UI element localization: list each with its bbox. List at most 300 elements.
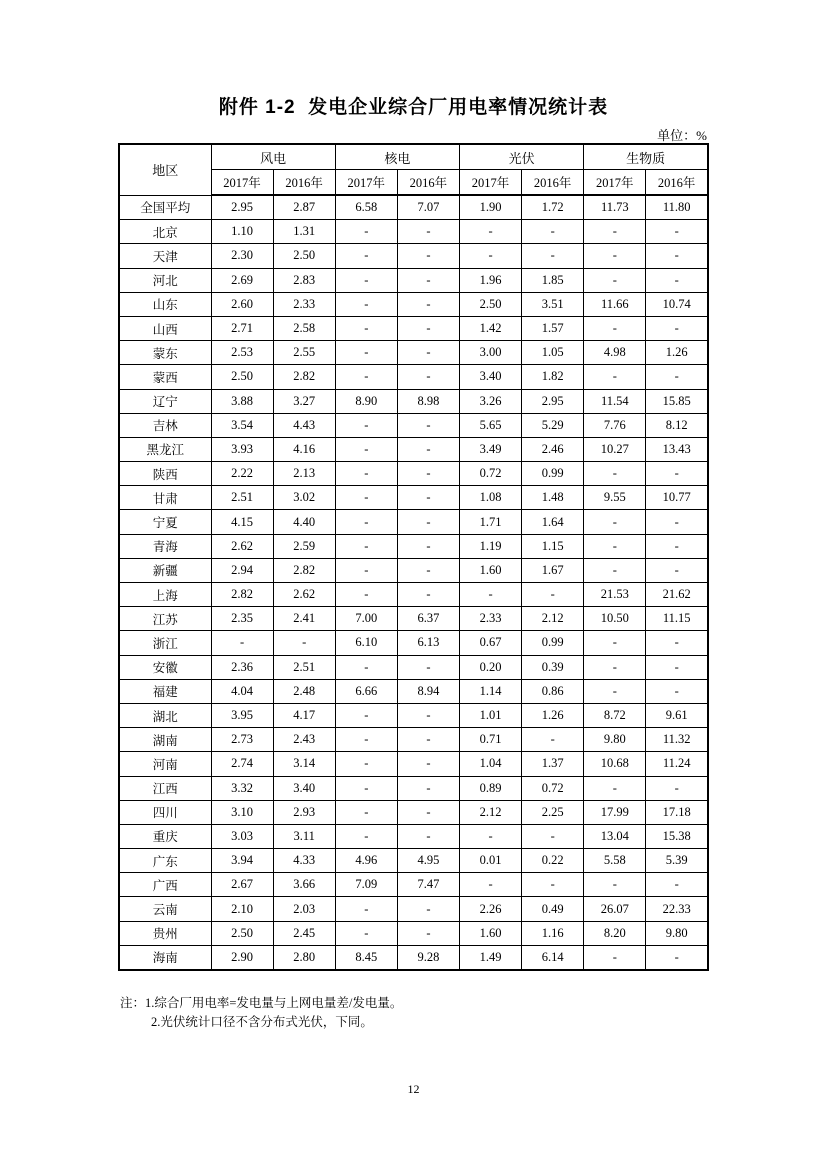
value-cell: 1.16: [522, 921, 584, 945]
value-cell: 3.14: [273, 752, 335, 776]
value-cell: 0.72: [460, 462, 522, 486]
year-column-header: 2016年: [273, 170, 335, 196]
value-cell: -: [335, 800, 397, 824]
region-cell: 陕西: [119, 462, 211, 486]
value-cell: 2.67: [211, 873, 273, 897]
value-cell: 3.11: [273, 824, 335, 848]
region-cell: 新疆: [119, 558, 211, 582]
note-line-2: 2.光伏统计口径不含分布式光伏，下同。: [151, 1015, 373, 1029]
value-cell: -: [584, 534, 646, 558]
value-cell: -: [397, 292, 459, 316]
value-cell: -: [335, 558, 397, 582]
region-cell: 四川: [119, 800, 211, 824]
value-cell: 21.62: [646, 583, 708, 607]
value-cell: 10.50: [584, 607, 646, 631]
year-column-header: 2017年: [584, 170, 646, 196]
value-cell: 3.26: [460, 389, 522, 413]
value-cell: 8.45: [335, 945, 397, 970]
value-cell: 8.98: [397, 389, 459, 413]
value-cell: 2.93: [273, 800, 335, 824]
value-cell: -: [397, 316, 459, 340]
value-cell: 6.66: [335, 679, 397, 703]
value-cell: -: [584, 244, 646, 268]
region-cell: 山西: [119, 316, 211, 340]
table-row: [119, 679, 708, 703]
statistics-table: [118, 143, 709, 971]
table-row: [119, 316, 708, 340]
value-cell: -: [397, 824, 459, 848]
value-cell: 11.54: [584, 389, 646, 413]
value-cell: 2.46: [522, 437, 584, 461]
region-cell: 山东: [119, 292, 211, 316]
value-cell: 2.12: [460, 800, 522, 824]
region-cell: 吉林: [119, 413, 211, 437]
value-cell: 2.45: [273, 921, 335, 945]
value-cell: 1.60: [460, 558, 522, 582]
value-cell: 2.82: [211, 583, 273, 607]
value-cell: 3.00: [460, 341, 522, 365]
value-cell: 17.99: [584, 800, 646, 824]
value-cell: -: [460, 220, 522, 244]
value-cell: 4.33: [273, 849, 335, 873]
value-cell: 2.82: [273, 558, 335, 582]
value-cell: 4.95: [397, 849, 459, 873]
value-cell: 8.12: [646, 413, 708, 437]
region-cell: 青海: [119, 534, 211, 558]
value-cell: -: [335, 655, 397, 679]
value-cell: 0.49: [522, 897, 584, 921]
value-cell: -: [211, 631, 273, 655]
value-cell: 10.77: [646, 486, 708, 510]
value-cell: 7.00: [335, 607, 397, 631]
value-cell: -: [335, 268, 397, 292]
value-cell: 9.61: [646, 703, 708, 727]
value-cell: -: [646, 655, 708, 679]
value-cell: 2.95: [522, 389, 584, 413]
document-title: 附件 1-2 发电企业综合厂用电率情况统计表: [218, 97, 609, 118]
value-cell: -: [397, 558, 459, 582]
table-row: [119, 413, 708, 437]
value-cell: 2.33: [460, 607, 522, 631]
table-row: [119, 824, 708, 848]
column-group-header: 光伏: [460, 144, 584, 170]
value-cell: 4.43: [273, 413, 335, 437]
value-cell: -: [335, 365, 397, 389]
value-cell: 2.71: [211, 316, 273, 340]
value-cell: -: [646, 776, 708, 800]
value-cell: 8.90: [335, 389, 397, 413]
value-cell: 1.14: [460, 679, 522, 703]
region-cell: 辽宁: [119, 389, 211, 413]
value-cell: 0.01: [460, 849, 522, 873]
value-cell: 8.94: [397, 679, 459, 703]
value-cell: -: [584, 679, 646, 703]
table-row: [119, 607, 708, 631]
value-cell: 2.41: [273, 607, 335, 631]
region-cell: 全国平均: [119, 195, 211, 220]
table-row: [119, 897, 708, 921]
value-cell: 9.80: [646, 921, 708, 945]
value-cell: -: [335, 776, 397, 800]
table-row: [119, 220, 708, 244]
value-cell: -: [646, 945, 708, 970]
value-cell: 4.15: [211, 510, 273, 534]
value-cell: 1.05: [522, 341, 584, 365]
value-cell: 3.66: [273, 873, 335, 897]
region-cell: 福建: [119, 679, 211, 703]
value-cell: 1.49: [460, 945, 522, 970]
value-cell: -: [584, 220, 646, 244]
value-cell: 3.27: [273, 389, 335, 413]
value-cell: -: [397, 413, 459, 437]
value-cell: 1.48: [522, 486, 584, 510]
value-cell: 3.03: [211, 824, 273, 848]
value-cell: 3.32: [211, 776, 273, 800]
value-cell: 10.27: [584, 437, 646, 461]
column-group-header: 生物质: [584, 144, 708, 170]
table-row: [119, 244, 708, 268]
value-cell: 1.04: [460, 752, 522, 776]
value-cell: 2.55: [273, 341, 335, 365]
value-cell: -: [335, 292, 397, 316]
region-cell: 甘肃: [119, 486, 211, 510]
value-cell: 4.16: [273, 437, 335, 461]
value-cell: 3.40: [460, 365, 522, 389]
value-cell: 1.82: [522, 365, 584, 389]
value-cell: 21.53: [584, 583, 646, 607]
value-cell: -: [335, 921, 397, 945]
value-cell: 2.62: [211, 534, 273, 558]
year-column-header: 2016年: [522, 170, 584, 196]
value-cell: -: [335, 437, 397, 461]
value-cell: 2.33: [273, 292, 335, 316]
region-cell: 江苏: [119, 607, 211, 631]
value-cell: -: [335, 728, 397, 752]
value-cell: -: [584, 655, 646, 679]
table-row: [119, 486, 708, 510]
value-cell: -: [335, 752, 397, 776]
value-cell: 2.50: [211, 365, 273, 389]
value-cell: -: [584, 365, 646, 389]
value-cell: 4.98: [584, 341, 646, 365]
value-cell: -: [460, 244, 522, 268]
value-cell: -: [397, 776, 459, 800]
value-cell: 1.60: [460, 921, 522, 945]
value-cell: 2.50: [273, 244, 335, 268]
value-cell: 10.68: [584, 752, 646, 776]
value-cell: -: [460, 873, 522, 897]
value-cell: 6.10: [335, 631, 397, 655]
value-cell: -: [335, 486, 397, 510]
year-column-header: 2017年: [335, 170, 397, 196]
table-row: [119, 389, 708, 413]
region-cell: 海南: [119, 945, 211, 970]
value-cell: 3.10: [211, 800, 273, 824]
table-row: [119, 462, 708, 486]
value-cell: 2.03: [273, 897, 335, 921]
value-cell: 2.73: [211, 728, 273, 752]
value-cell: 7.47: [397, 873, 459, 897]
value-cell: -: [460, 824, 522, 848]
value-cell: 2.62: [273, 583, 335, 607]
value-cell: 1.57: [522, 316, 584, 340]
value-cell: 2.48: [273, 679, 335, 703]
value-cell: 2.25: [522, 800, 584, 824]
value-cell: 0.99: [522, 631, 584, 655]
value-cell: 6.14: [522, 945, 584, 970]
value-cell: -: [397, 534, 459, 558]
value-cell: 6.13: [397, 631, 459, 655]
year-column-header: 2017年: [460, 170, 522, 196]
value-cell: 1.19: [460, 534, 522, 558]
value-cell: -: [335, 897, 397, 921]
value-cell: -: [397, 365, 459, 389]
value-cell: 1.26: [522, 703, 584, 727]
value-cell: -: [397, 341, 459, 365]
column-group-header: 核电: [335, 144, 459, 170]
value-cell: -: [335, 341, 397, 365]
value-cell: -: [646, 220, 708, 244]
value-cell: 4.40: [273, 510, 335, 534]
value-cell: -: [397, 921, 459, 945]
value-cell: 3.40: [273, 776, 335, 800]
value-cell: 11.66: [584, 292, 646, 316]
value-cell: 2.30: [211, 244, 273, 268]
value-cell: -: [646, 873, 708, 897]
table-row: [119, 365, 708, 389]
value-cell: 9.28: [397, 945, 459, 970]
table-row: [119, 921, 708, 945]
region-cell: 上海: [119, 583, 211, 607]
value-cell: 2.13: [273, 462, 335, 486]
value-cell: -: [584, 945, 646, 970]
value-cell: 3.49: [460, 437, 522, 461]
table-row: [119, 728, 708, 752]
value-cell: 7.09: [335, 873, 397, 897]
value-cell: 2.12: [522, 607, 584, 631]
value-cell: -: [646, 244, 708, 268]
value-cell: 22.33: [646, 897, 708, 921]
value-cell: 2.94: [211, 558, 273, 582]
value-cell: 0.86: [522, 679, 584, 703]
region-cell: 宁夏: [119, 510, 211, 534]
table-row: [119, 583, 708, 607]
value-cell: -: [522, 583, 584, 607]
region-cell: 北京: [119, 220, 211, 244]
table-row: [119, 341, 708, 365]
table-row: [119, 631, 708, 655]
table-header: [119, 144, 708, 195]
region-cell: 黑龙江: [119, 437, 211, 461]
value-cell: -: [646, 558, 708, 582]
value-cell: 3.54: [211, 413, 273, 437]
value-cell: 2.51: [211, 486, 273, 510]
region-column-header: 地区: [119, 144, 211, 195]
value-cell: 1.31: [273, 220, 335, 244]
value-cell: 2.90: [211, 945, 273, 970]
value-cell: 1.90: [460, 195, 522, 220]
value-cell: 3.93: [211, 437, 273, 461]
note-line-1: 注：1.综合厂用电率=发电量与上网电量差/发电量。: [120, 996, 403, 1010]
value-cell: -: [584, 316, 646, 340]
value-cell: 15.85: [646, 389, 708, 413]
value-cell: 1.37: [522, 752, 584, 776]
value-cell: 3.88: [211, 389, 273, 413]
value-cell: -: [397, 583, 459, 607]
region-cell: 广西: [119, 873, 211, 897]
region-cell: 河南: [119, 752, 211, 776]
region-cell: 浙江: [119, 631, 211, 655]
value-cell: 2.50: [211, 921, 273, 945]
table-row: [119, 800, 708, 824]
value-cell: 0.71: [460, 728, 522, 752]
table-row: [119, 510, 708, 534]
region-cell: 云南: [119, 897, 211, 921]
value-cell: 3.51: [522, 292, 584, 316]
value-cell: 6.58: [335, 195, 397, 220]
table-row: [119, 534, 708, 558]
value-cell: -: [646, 510, 708, 534]
year-column-header: 2016年: [397, 170, 459, 196]
value-cell: 11.15: [646, 607, 708, 631]
value-cell: -: [584, 268, 646, 292]
value-cell: -: [584, 462, 646, 486]
table-row: [119, 849, 708, 873]
value-cell: 4.17: [273, 703, 335, 727]
value-cell: 2.74: [211, 752, 273, 776]
value-cell: -: [397, 752, 459, 776]
value-cell: 0.72: [522, 776, 584, 800]
value-cell: 1.72: [522, 195, 584, 220]
value-cell: 4.04: [211, 679, 273, 703]
region-cell: 蒙西: [119, 365, 211, 389]
value-cell: -: [646, 534, 708, 558]
value-cell: 5.39: [646, 849, 708, 873]
year-column-header: 2017年: [211, 170, 273, 196]
value-cell: 1.15: [522, 534, 584, 558]
value-cell: 3.95: [211, 703, 273, 727]
value-cell: 11.24: [646, 752, 708, 776]
value-cell: 3.94: [211, 849, 273, 873]
value-cell: 1.26: [646, 341, 708, 365]
region-cell: 广东: [119, 849, 211, 873]
value-cell: 0.39: [522, 655, 584, 679]
value-cell: 2.58: [273, 316, 335, 340]
value-cell: 2.43: [273, 728, 335, 752]
value-cell: -: [646, 462, 708, 486]
value-cell: 2.69: [211, 268, 273, 292]
value-cell: -: [522, 873, 584, 897]
unit-label: 单位：%: [657, 128, 707, 143]
value-cell: -: [397, 486, 459, 510]
value-cell: 6.37: [397, 607, 459, 631]
value-cell: -: [335, 220, 397, 244]
value-cell: -: [397, 220, 459, 244]
value-cell: 7.07: [397, 195, 459, 220]
value-cell: -: [646, 365, 708, 389]
table-row: [119, 945, 708, 970]
value-cell: 1.71: [460, 510, 522, 534]
value-cell: 5.65: [460, 413, 522, 437]
value-cell: 0.22: [522, 849, 584, 873]
value-cell: 0.89: [460, 776, 522, 800]
value-cell: 26.07: [584, 897, 646, 921]
value-cell: 2.26: [460, 897, 522, 921]
table-row: [119, 195, 708, 220]
value-cell: -: [397, 655, 459, 679]
value-cell: -: [584, 873, 646, 897]
value-cell: 2.50: [460, 292, 522, 316]
value-cell: -: [335, 316, 397, 340]
value-cell: 2.95: [211, 195, 273, 220]
table-row: [119, 268, 708, 292]
region-cell: 重庆: [119, 824, 211, 848]
value-cell: 4.96: [335, 849, 397, 873]
value-cell: 2.22: [211, 462, 273, 486]
region-cell: 蒙东: [119, 341, 211, 365]
region-cell: 湖北: [119, 703, 211, 727]
value-cell: -: [522, 220, 584, 244]
value-cell: -: [397, 437, 459, 461]
value-cell: 1.96: [460, 268, 522, 292]
value-cell: -: [522, 728, 584, 752]
value-cell: -: [273, 631, 335, 655]
value-cell: -: [335, 244, 397, 268]
value-cell: -: [335, 703, 397, 727]
value-cell: 2.80: [273, 945, 335, 970]
value-cell: -: [335, 824, 397, 848]
region-cell: 河北: [119, 268, 211, 292]
region-cell: 天津: [119, 244, 211, 268]
value-cell: 2.59: [273, 534, 335, 558]
value-cell: -: [584, 776, 646, 800]
value-cell: 1.10: [211, 220, 273, 244]
value-cell: 2.60: [211, 292, 273, 316]
value-cell: 11.73: [584, 195, 646, 220]
group-header-row: [119, 144, 708, 170]
value-cell: 1.64: [522, 510, 584, 534]
value-cell: -: [646, 316, 708, 340]
table-notes: [120, 994, 402, 1032]
region-cell: 安徽: [119, 655, 211, 679]
value-cell: 8.72: [584, 703, 646, 727]
table-body: [119, 195, 708, 970]
value-cell: 2.10: [211, 897, 273, 921]
table-row: [119, 703, 708, 727]
page-number: 12: [407, 1082, 420, 1096]
value-cell: 2.82: [273, 365, 335, 389]
value-cell: 11.32: [646, 728, 708, 752]
value-cell: 13.04: [584, 824, 646, 848]
value-cell: 2.35: [211, 607, 273, 631]
value-cell: 2.83: [273, 268, 335, 292]
region-cell: 湖南: [119, 728, 211, 752]
column-group-header: 风电: [211, 144, 335, 170]
value-cell: 13.43: [646, 437, 708, 461]
value-cell: 1.01: [460, 703, 522, 727]
value-cell: 1.42: [460, 316, 522, 340]
value-cell: 9.80: [584, 728, 646, 752]
value-cell: -: [584, 510, 646, 534]
value-cell: 2.87: [273, 195, 335, 220]
value-cell: -: [335, 510, 397, 534]
value-cell: -: [397, 703, 459, 727]
table-row: [119, 292, 708, 316]
table-row: [119, 558, 708, 582]
value-cell: 1.08: [460, 486, 522, 510]
value-cell: -: [335, 583, 397, 607]
table-row: [119, 776, 708, 800]
